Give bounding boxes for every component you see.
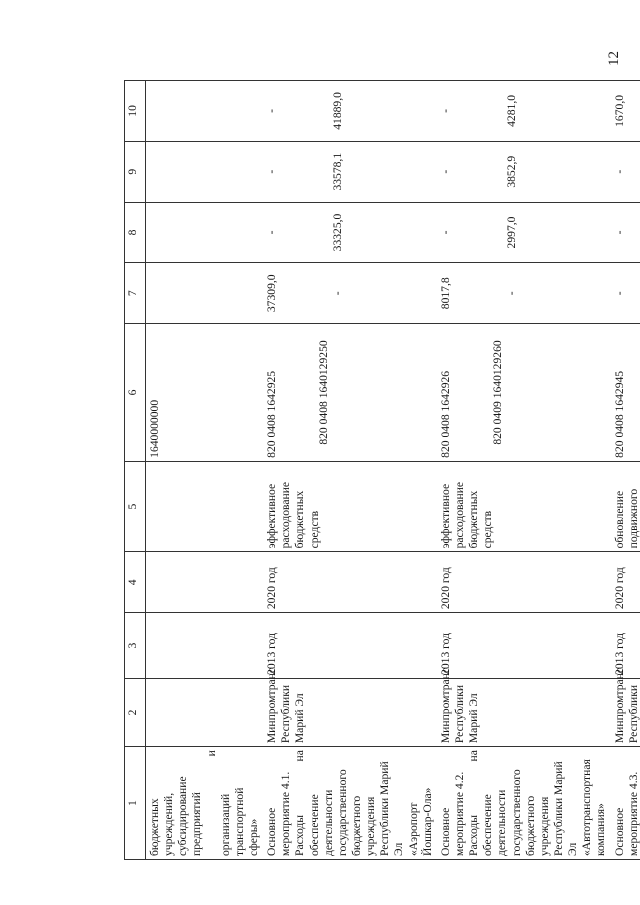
col-header-8: 8 [125, 202, 146, 263]
col-header-10: 10 [125, 81, 146, 142]
executor-cell: Минпромтранс Республики Марий Эл [437, 678, 611, 746]
executor-cell: Минпромтранс Республики [611, 678, 640, 746]
start-year-cell [146, 613, 264, 679]
col-header-2: 2 [125, 678, 146, 746]
col-header-7: 7 [125, 263, 146, 324]
value-col8: - [611, 202, 640, 263]
value-col7: - [611, 263, 640, 324]
budget-code-cell: 820 0408 1642925 820 0408 1640129250 [263, 324, 437, 462]
value-col10 [146, 81, 264, 142]
budget-code-cell: 1640000000 [146, 324, 264, 462]
rotated-page-content [124, 80, 640, 860]
table-row [263, 81, 437, 860]
value-col9: - 33578,1 [263, 141, 437, 202]
value-col8: - 33325,0 [263, 202, 437, 263]
table-row [146, 81, 264, 860]
value-col9: - [611, 141, 640, 202]
expected-result-cell: обновление подвижного [611, 461, 640, 552]
expected-result-cell [146, 461, 264, 552]
value-col10: - 4281,0 [437, 81, 611, 142]
end-year-cell: 2020 год [611, 552, 640, 613]
measure-description: бюджетных учреждений, субсидирование предприятий и организаций транспортной сферы» [146, 747, 264, 860]
header-row [125, 81, 146, 860]
value-col9: - 3852,9 [437, 141, 611, 202]
end-year-cell [146, 552, 264, 613]
executor-cell [146, 678, 264, 746]
col-header-1: 1 [125, 747, 146, 860]
table-row [611, 81, 640, 860]
value-col7 [146, 263, 264, 324]
end-year-cell: 2020 год [437, 552, 611, 613]
value-col7: 37309,0 - [263, 263, 437, 324]
measure-description: Основное мероприятие 4.2. Расходы на обеспечение деятельности государственного бюджетного учреждения Республики Марий Эл «Автотранспортная компания» [437, 747, 611, 860]
value-col10: - 41889,0 [263, 81, 437, 142]
value-col8 [146, 202, 264, 263]
value-col9 [146, 141, 264, 202]
program-measures-table [124, 80, 640, 860]
col-header-5: 5 [125, 461, 146, 552]
start-year-cell: 2013 год [437, 613, 611, 679]
measure-description: Основное мероприятие 4.1. Расходы на обеспечение деятельности государственного бюджетного учреждения Республики Марий Эл «Аэропорт Йошкар-Ола» [263, 747, 437, 860]
page-number: 12 [606, 51, 622, 66]
col-header-6: 6 [125, 324, 146, 462]
value-col8: - 2997,0 [437, 202, 611, 263]
executor-cell: Минпромтранс Республики Марий Эл [263, 678, 437, 746]
value-col10: 1670,0 [611, 81, 640, 142]
expected-result-cell: эффективное расходование бюджетных средств [437, 461, 611, 552]
end-year-cell: 2020 год [263, 552, 437, 613]
col-header-4: 4 [125, 552, 146, 613]
budget-code-cell: 820 0408 1642926 820 0409 1640129260 [437, 324, 611, 462]
value-col7: 8017,8 - [437, 263, 611, 324]
start-year-cell: 2013 год [611, 613, 640, 679]
start-year-cell: 2013 год [263, 613, 437, 679]
budget-code-cell: 820 0408 1642945 [611, 324, 640, 462]
expected-result-cell: эффективное расходование бюджетных средств [263, 461, 437, 552]
table-row [437, 81, 611, 860]
col-header-3: 3 [125, 613, 146, 679]
col-header-9: 9 [125, 141, 146, 202]
measure-description: Основное мероприятие 4.3. [611, 747, 640, 860]
